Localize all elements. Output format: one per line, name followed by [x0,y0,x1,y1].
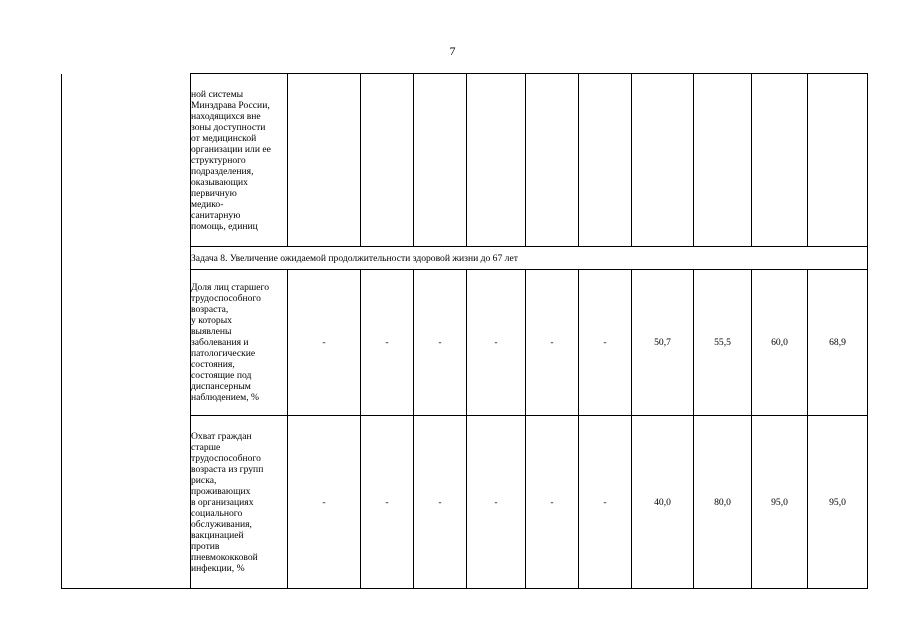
value-cell: - [579,270,632,416]
page-number: 7 [449,44,456,58]
value-cell: - [414,270,467,416]
indicator-cell: Доля лиц старшего трудоспособного возраста, у которых выявлены заболевания и патологические состояния, состоящие под диспансерным наблюдением, % [191,270,288,416]
value-cell [526,74,579,247]
value-cell: 68,9 [808,270,868,416]
value-cell: - [526,270,579,416]
value-cell: 95,0 [808,416,868,589]
value-cell [288,74,361,247]
value-cell [361,74,414,247]
value-cell: - [579,416,632,589]
indicator-cell: ной системы Минздрава России, находящихся вне зоны доступности от медицинской организации или ее структурного подразделения, оказывающих первичную медико- санитарную помощь, единиц [191,74,288,247]
value-cell: - [361,416,414,589]
value-cell [579,74,632,247]
value-cell [694,74,752,247]
value-cell [467,74,526,247]
value-cell: 50,7 [632,270,694,416]
value-cell: - [361,270,414,416]
value-cell [414,74,467,247]
value-cell: - [467,270,526,416]
value-cell: - [467,416,526,589]
indicator-cell: Охват граждан старше трудоспособного возраста из групп риска, проживающих в организациях социального обслуживания, вакцинацией против пневмококковой инфекции, % [191,416,288,589]
table-row [62,74,868,247]
value-cell: - [414,416,467,589]
value-cell: 60,0 [752,270,808,416]
value-cell: - [526,416,579,589]
blank-column-cell [62,74,191,589]
indicators-table [61,73,868,589]
value-cell: 55,5 [694,270,752,416]
value-cell [752,74,808,247]
value-cell: 80,0 [694,416,752,589]
value-cell: 40,0 [632,416,694,589]
value-cell [632,74,694,247]
value-cell [808,74,868,247]
value-cell: - [288,270,361,416]
value-cell: 95,0 [752,416,808,589]
value-cell: - [288,416,361,589]
task-heading: Задача 8. Увеличение ожидаемой продолжительности здоровой жизни до 67 лет [191,247,868,270]
